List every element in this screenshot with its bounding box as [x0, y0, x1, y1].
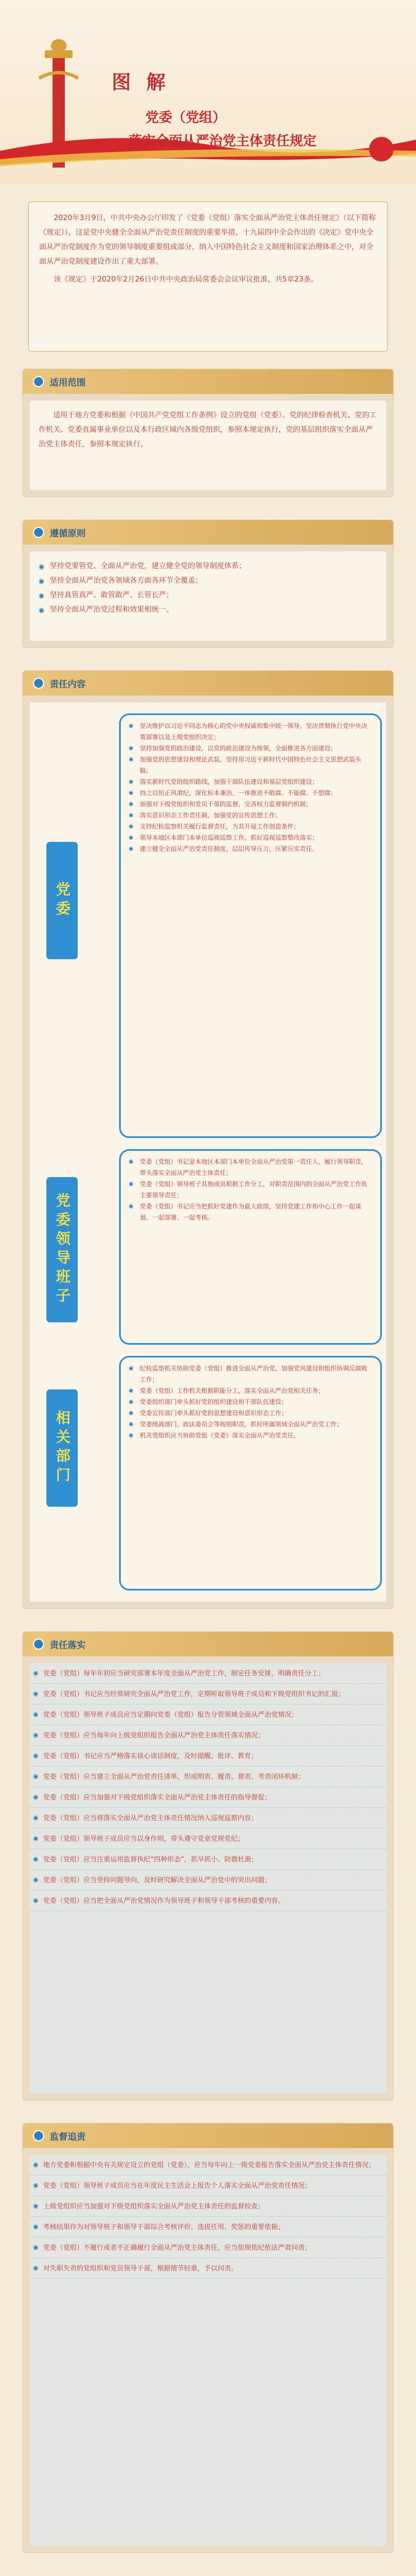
section-scope-title: 适用范围	[50, 377, 86, 388]
section-implementation-body	[30, 1663, 386, 2093]
section-scope-header	[23, 369, 393, 394]
group-party-committee	[119, 713, 382, 1138]
content-item: ◉ 领导本地区本部门本单位巡视巡察工作，抓好巡视巡察整改落实；	[129, 832, 372, 844]
content-item: ◉ 党委（党组）领导班子其他成员根据工作分工，对职责范围内的全面从严治党工作负主要领导责任；	[129, 1179, 372, 1201]
section-content	[22, 670, 394, 1609]
content-item: ◉ 落实意识形态工作责任制，加强党的宣传思想工作；	[129, 810, 372, 821]
list-item: ◉ 党委（党组）书记应当严格落实谈心谈话制度，及时提醒、批评、教育；	[30, 1746, 386, 1766]
section-scope-body	[30, 401, 386, 490]
section-principles-header	[23, 520, 393, 545]
content-item: ◉ 纪检监察机关协助党委（党组）推进全面从严治党、加强党风建设和组织协调反腐败工作；	[129, 1363, 372, 1385]
content-item: ◉ 坚持加强党的政治建设，以党的政治建设为统领，全面推进各方面建设；	[129, 743, 372, 754]
principle-item: ◉ 坚持真管真严、敢管敢严、长管长严；	[39, 588, 377, 603]
list-item: ◉ 党委（党组）领导班子成员应当在年度民主生活会上报告个人落实全面从严治党责任情况；	[30, 2175, 386, 2196]
list-item: ◉ 党委（党组）书记应当经常研究全面从严治党工作，定期听取领导班子成员和下级党组织书记的汇报；	[30, 1684, 386, 1704]
page-subtitle-line1: 党委（党组）	[145, 109, 226, 125]
section-principles-body	[30, 551, 386, 641]
page-subtitle-line2: 落实全面从严治党主体责任规定	[129, 133, 316, 149]
intro-paragraph-2: 该《规定》于2020年2月26日中共中央政治局常委会会议审议批准，共5章23条。	[54, 275, 318, 284]
section-bullet-icon	[33, 1639, 44, 1650]
list-item: ◉ 对失职失责的党组织和党员领导干部，根据情节轻重，予以问责。	[30, 2258, 386, 2279]
list-item: ◉ 党委（党组）领导班子成员应当定期向党委（党组）报告分管领域全面从严治党情况；	[30, 1704, 386, 1725]
content-item: ◉ 建立健全全面从严治党责任制度，层层传导压力，压紧压实责任。	[129, 844, 372, 855]
party-emblem-icon	[369, 137, 394, 161]
section-content-header	[23, 671, 393, 696]
group-label-party-committee: 党委	[46, 842, 78, 959]
content-item: ◉ 党委（党组）书记是本地区本部门本单位全面从严治党第一责任人，履行领导职责，带头落实全面从严治党主体责任；	[129, 1156, 372, 1179]
section-supervision-header	[23, 2123, 393, 2148]
section-bullet-icon	[33, 2130, 44, 2141]
list-item: ◉ 党委（党组）应当坚持问题导向，及时研究解决全面从严治党中的突出问题；	[30, 1870, 386, 1891]
list-item: ◉ 地方党委和根据中央有关规定设立的党组（党委），应当每年向上一级党委报告落实全面从严治党主体责任情况；	[30, 2155, 386, 2175]
section-content-body	[30, 702, 386, 1602]
section-scope	[22, 369, 394, 497]
group-leadership	[119, 1149, 382, 1345]
content-item: ◉ 党委宣传部门牵头抓好党的思想建设和意识形态工作；	[129, 1408, 372, 1419]
intro-card	[28, 201, 388, 352]
content-item: ◉ 机关党组织应当协助党组（党委）落实全面从严治党责任。	[129, 1430, 372, 1441]
content-item: ◉ 党委组织部门牵头抓好党的组织建设和干部队伍建设；	[129, 1397, 372, 1408]
list-item: ◉ 党委（党组）应当加强对下级党组织落实全面从严治党主体责任的指导督促；	[30, 1787, 386, 1808]
section-principles-title: 遵循原则	[50, 528, 86, 539]
content-item: ◉ 加强党的思想建设和理论武装，坚持用习近平新时代中国特色社会主义思想武装头脑；	[129, 754, 372, 777]
section-supervision-body	[30, 2155, 386, 2546]
intro-paragraph-1: 2020年3月9日，中共中央办公厅印发了《党委（党组）落实全面从严治党主体责任规定》（以下简称《规定》），这是党中央健全全面从严治党责任制度的重要举措，十九届四中全会作出的《决定》党中央全面从严治党制度作为党的领导制度重要组成部分，纳入中国特色社会主义制度和国家治理体系之中，对全面从严治党制度建设作出了重大部署。	[39, 214, 376, 266]
group-label-related-departments: 相关部门	[46, 1389, 78, 1507]
list-item: ◉ 党委（党组）应当注重运用监督执纪“四种形态”，抓早抓小、防微杜渐；	[30, 1849, 386, 1870]
page-title: 图 解	[112, 72, 170, 94]
list-item: ◉ 党委（党组）应当建立全面从严治党责任清单，形成明责、履责、督责、考责闭环机制；	[30, 1766, 386, 1787]
content-item: ◉ 持之以恒正风肃纪，深化标本兼治，一体推进不敢腐、不能腐、不想腐；	[129, 788, 372, 799]
section-content-title: 责任内容	[50, 679, 86, 689]
list-item: ◉ 党委（党组）每年年初应当研究部署本年度全面从严治党工作，制定任务安排，明确责任分工；	[30, 1663, 386, 1684]
principle-item: ◉ 坚持党要管党、全面从严治党，建立健全党的领导制度体系；	[39, 559, 377, 574]
section-implementation-header	[23, 1632, 393, 1656]
list-item: ◉ 党委（党组）领导班子成员应当以身作则，带头遵守党章党规党纪；	[30, 1829, 386, 1849]
header-banner	[0, 0, 416, 184]
content-item: ◉ 党委统战部门、政法委员会等按照职责，抓好所属领域全面从严治党工作；	[129, 1419, 372, 1430]
principle-item: ◉ 坚持全面从严治党各领域各方面各环节全覆盖；	[39, 574, 377, 588]
group-related-departments	[119, 1356, 382, 1591]
principle-item: ◉ 坚持全面从严治党过程和效果相统一。	[39, 603, 377, 617]
section-implementation-title: 责任落实	[50, 1640, 86, 1650]
content-item: ◉ 坚决维护以习近平同志为核心的党中央权威和集中统一领导，坚决贯彻执行党中央决策部署以及上级党组织决定；	[129, 721, 372, 743]
section-bullet-icon	[33, 678, 44, 689]
content-item: ◉ 落实新时代党的组织路线，加强干部队伍建设和基层党组织建设；	[129, 777, 372, 788]
list-item: ◉ 党委（党组）不履行或者不正确履行全面从严治党主体责任，应当依规依纪依法严肃问责；	[30, 2237, 386, 2258]
content-item: ◉ 党委（党组）工作机关根据职能分工，落实全面从严治党相关任务；	[129, 1385, 372, 1397]
section-bullet-icon	[33, 376, 44, 387]
section-supervision-title: 监督追责	[50, 2131, 86, 2142]
list-item: ◉ 党委（党组）应当将落实全面从严治党主体责任情况纳入巡视巡察内容；	[30, 1808, 386, 1829]
section-bullet-icon	[33, 527, 44, 538]
scope-text: 适用于地方党委和根据《中国共产党党组工作条例》设立的党组（党委）。党的纪律检查机关、党的工作机关、党委直属事业单位以及本行政区域内各级党组织，参照本规定执行，党的基层组织落实全面从严治党主体责任，参照本规定执行。	[39, 411, 377, 449]
group-label-leadership: 党委领导班子	[46, 1177, 78, 1322]
list-item: ◉ 上级党组织应当加强对下级党组织落实全面从严治党主体责任的监督检查；	[30, 2196, 386, 2217]
list-item: ◉ 党委（党组）应当每年向上级党组织报告全面从严治党主体责任落实情况；	[30, 1725, 386, 1746]
content-item: ◉ 支持纪检监察机关履行监督责任，为其开展工作创造条件；	[129, 821, 372, 832]
list-item: ◉ 考核结果作为对领导班子和领导干部综合考核评价、选拔任用、奖惩的重要依据；	[30, 2217, 386, 2237]
content-item: ◉ 党委（党组）书记应当把抓好党建作为最大政绩，坚持党建工作和中心工作一起谋划、一起部署、一起考核。	[129, 1201, 372, 1223]
section-principles	[22, 520, 394, 648]
section-implementation	[22, 1631, 394, 2101]
list-item: ◉ 党委（党组）应当把全面从严治党情况作为领导班子和领导干部考核的重要内容。	[30, 1891, 386, 1911]
section-supervision	[22, 2123, 394, 2553]
content-item: ◉ 加强对下级党组织和党员干部的监督，完善权力监督制约机制；	[129, 799, 372, 810]
